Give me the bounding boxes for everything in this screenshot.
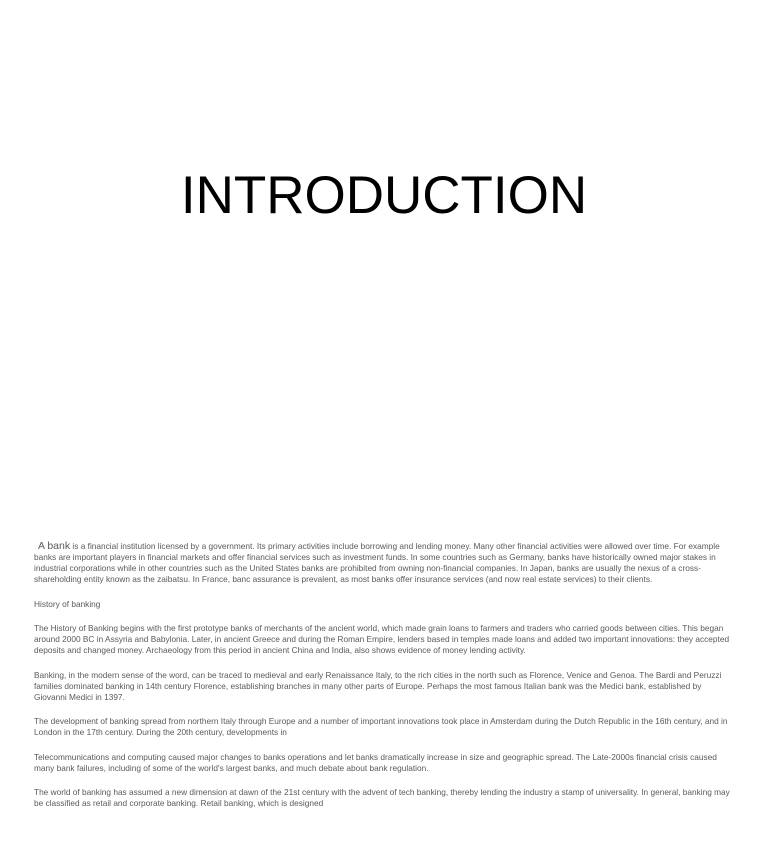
paragraph-modern-banking: Banking, in the modern sense of the word, can be traced to medieval and early Renaissance Italy, to the rich cities in the north such as Florence, Venice and Genoa. The Bardi and Peruzzi families dominated banking in 14th century Florence, establishing branches in many other parts of Europe. Perhaps the most famous Italian bank was the Medici bank, established by Giovanni Medici in 1397. — [34, 669, 722, 702]
paragraph-history-origins: The History of Banking begins with the first prototype banks of merchants of the ancient world, which made grain loans to farmers and traders who carried goods between cities. This began around 2000 BC in Assyria and Babylonia. Later, in ancient Greece and during the Roman Empire, lenders based in temples made loans and added two important innovations: they accepted deposits and changed money. Archaeology from this period in ancient China and India, also shows evidence of money lending activity. — [34, 623, 730, 655]
paragraph-development: The development of banking spread from northern Italy through Europe and a number of important innovations took place in Amsterdam during the Dutch Republic in the 16th century, and in London in the 17th century. During the 20th century, developments in — [34, 716, 728, 737]
paragraph-21st-century: The world of banking has assumed a new dimension at dawn of the 21st century with the advent of tech banking, thereby lending the industry a stamp of universality. In general, banking may be classified as retail and corporate banking. Retail banking, which is designed — [34, 787, 730, 808]
paragraph-telecommunications: Telecommunications and computing caused major changes to banks operations and let banks dramatically increase in size and geographic spread. The Late-2000s financial crisis caused many bank failures, including of some of the world's largest banks, and much debate about bank regulation. — [34, 751, 717, 773]
section-heading-history: History of banking — [34, 598, 101, 609]
intro-paragraph — [34, 541, 734, 585]
page-title: INTRODUCTION — [180, 166, 588, 225]
document-body — [34, 541, 734, 823]
lead-words: A bank — [38, 540, 71, 552]
intro-text: is a financial institution licensed by a government. Its primary activities include borrowing and lending money. Many other financial activities were allowed over time. For example banks are important players in financial markets and offer financial services such as investment funds. In some countries such as Germany, banks have historically owned major stakes in industrial corporations while in other countries such as the United States banks are prohibited from owning non-financial companies. In Japan, banks are usually the nexus of a cross-shareholding entity known as the zaibatsu. In France, banc assurance is prevalent, as most banks offer insurance services (and now real estate services) to their clients. — [34, 541, 720, 584]
